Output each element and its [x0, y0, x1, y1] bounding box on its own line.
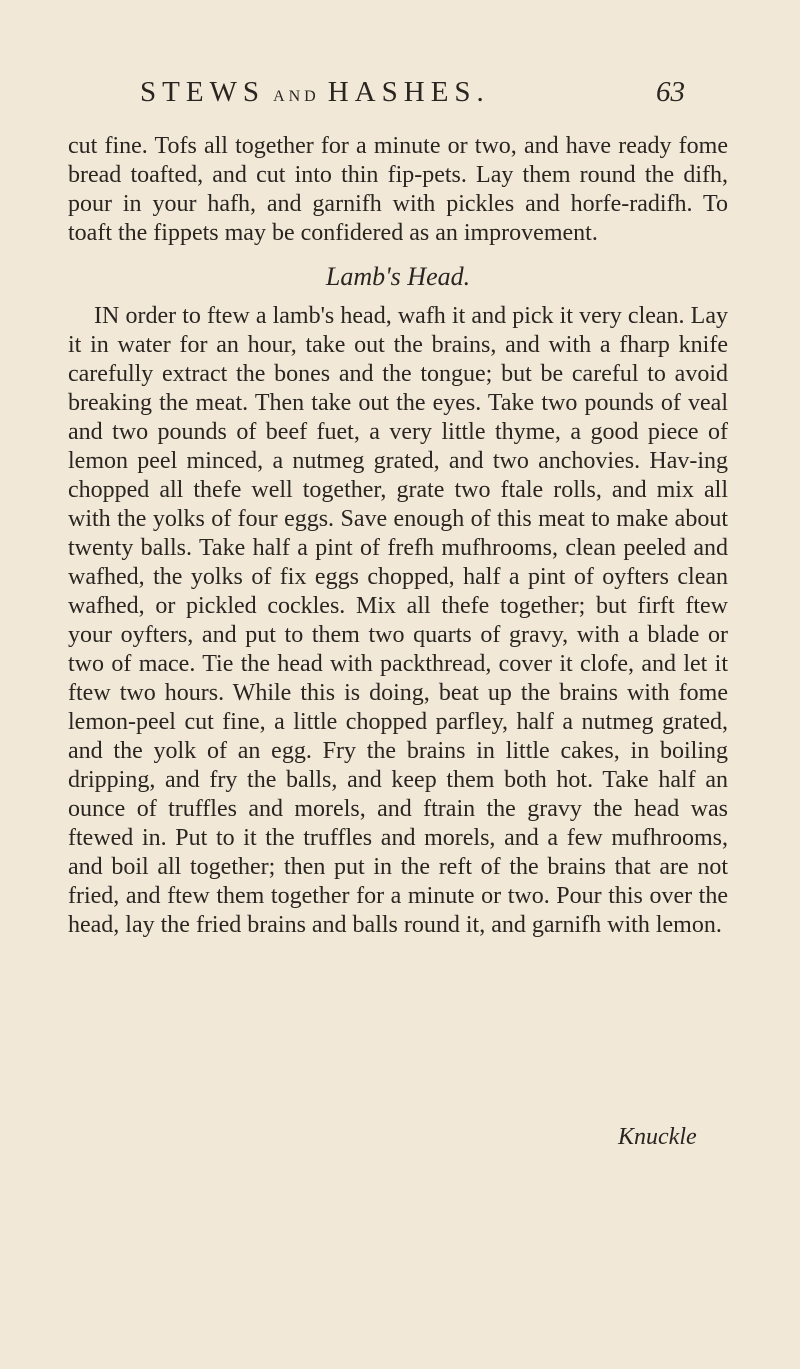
- running-header: [0, 76, 800, 116]
- body-text: [68, 132, 728, 940]
- section-title: Lamb's Head.: [325, 262, 471, 291]
- running-title: [140, 76, 490, 109]
- running-title-and: AND: [273, 88, 320, 105]
- page-number: 63: [656, 76, 685, 108]
- paragraph-recipe: IN order to ftew a lamb's head, wafh it and pick it very clean. Lay it in water for an hour, take out the brains, and with a fharp knife carefully extract the bones and the tongue; but be careful to avoid breaking the meat. Then take out the eyes. Take two pounds of veal and two pounds of beef fuet, a very little thyme, a good piece of lemon peel minced, a nutmeg grated, and two anchovies. Hav-ing chopped all thefe well together, grate two ftale rolls, and mix all with the yolks of four eggs. Save enough of this meat to make about twenty balls. Take half a pint of frefh mufhrooms, clean peeled and wafhed, the yolks of fix eggs chopped, half a pint of oyfters clean wafhed, or pickled cockles. Mix all thefe together; but firft ftew your oyfters, and put to them two quarts of gravy, with a blade or two of mace. Tie the head with packthread, cover it clofe, and let it ftew two hours. While this is doing, beat up the brains with fome lemon-peel cut fine, a little chopped parfley, half a nutmeg grated, and the yolk of an egg. Fry the brains in little cakes, in boiling dripping, and fry the balls, and keep them both hot. Take half an ounce of truffles and morels, and ftrain the gravy the head was ftewed in. Put to it the truffles and morels, and a few mufhrooms, and boil all together; then put in the reft of the brains that are not fried, and ftew them together for a minute or two. Pour this over the head, lay the fried brains and balls round it, and garnifh with lemon.: [68, 303, 728, 938]
- running-title-left: STEWS: [140, 76, 266, 108]
- running-title-right: HASHES.: [327, 76, 490, 108]
- catchword: Knuckle: [618, 1124, 697, 1150]
- paragraph-continued: cut fine. Tofs all together for a minute or two, and have ready fome bread toafted, and cut into thin fip-pets. Lay them round the difh, pour in your hafh, and garnifh with pickles and horfe-radifh. To toaft the fippets may be confidered as an improvement.: [68, 133, 728, 246]
